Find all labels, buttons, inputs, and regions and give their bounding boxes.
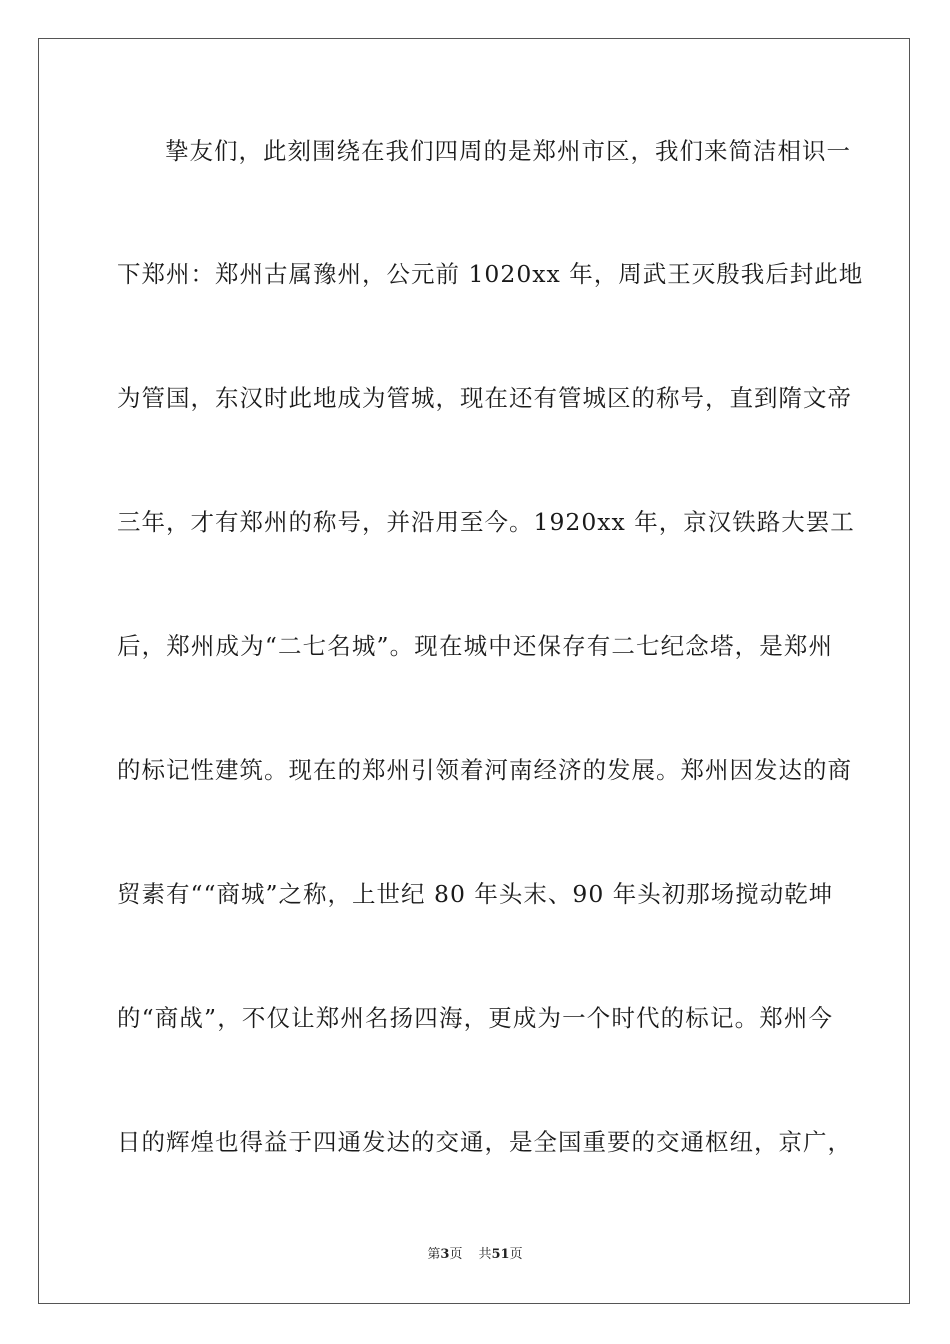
total-prefix: 共 [478,1247,492,1262]
text-line-3: 为管国，东汉时此地成为管城，现在还有管城区的称号，直到隋文帝 [117,384,852,412]
text-line-8: 的“商战”，不仅让郑州名扬四海，更成为一个时代的标记。郑州今 [117,1004,833,1032]
text-line-7: 贸素有““商城”之称，上世纪 80 年头末、90 年头初那场搅动乾坤 [117,880,834,908]
text-line-9: 日的辉煌也得益于四通发达的交通，是全国重要的交通枢纽，京广， [117,1128,852,1156]
total-pages: 51 [491,1247,510,1262]
text-line-6: 的标记性建筑。现在的郑州引领着河南经济的发展。郑州因发达的商 [117,756,852,784]
text-line-4: 三年，才有郑州的称号，并沿用至今。1920xx 年，京汉铁路大罢工 [117,508,855,536]
text-line-5: 后，郑州成为“二七名城”。现在城中还保存有二七纪念塔，是郑州 [117,632,833,660]
page-suffix: 页 [449,1247,463,1262]
text-line-1: 挚友们，此刻围绕在我们四周的是郑州市区，我们来简洁相识一 [165,137,851,165]
page-border [38,38,910,1304]
page-number: 3 [440,1247,450,1262]
text-line-2: 下郑州：郑州古属豫州，公元前 1020xx 年，周武王灭殷我后封此地 [117,260,864,288]
total-suffix: 页 [509,1247,523,1262]
page-prefix: 第 [427,1247,441,1262]
page-footer [0,1246,950,1264]
